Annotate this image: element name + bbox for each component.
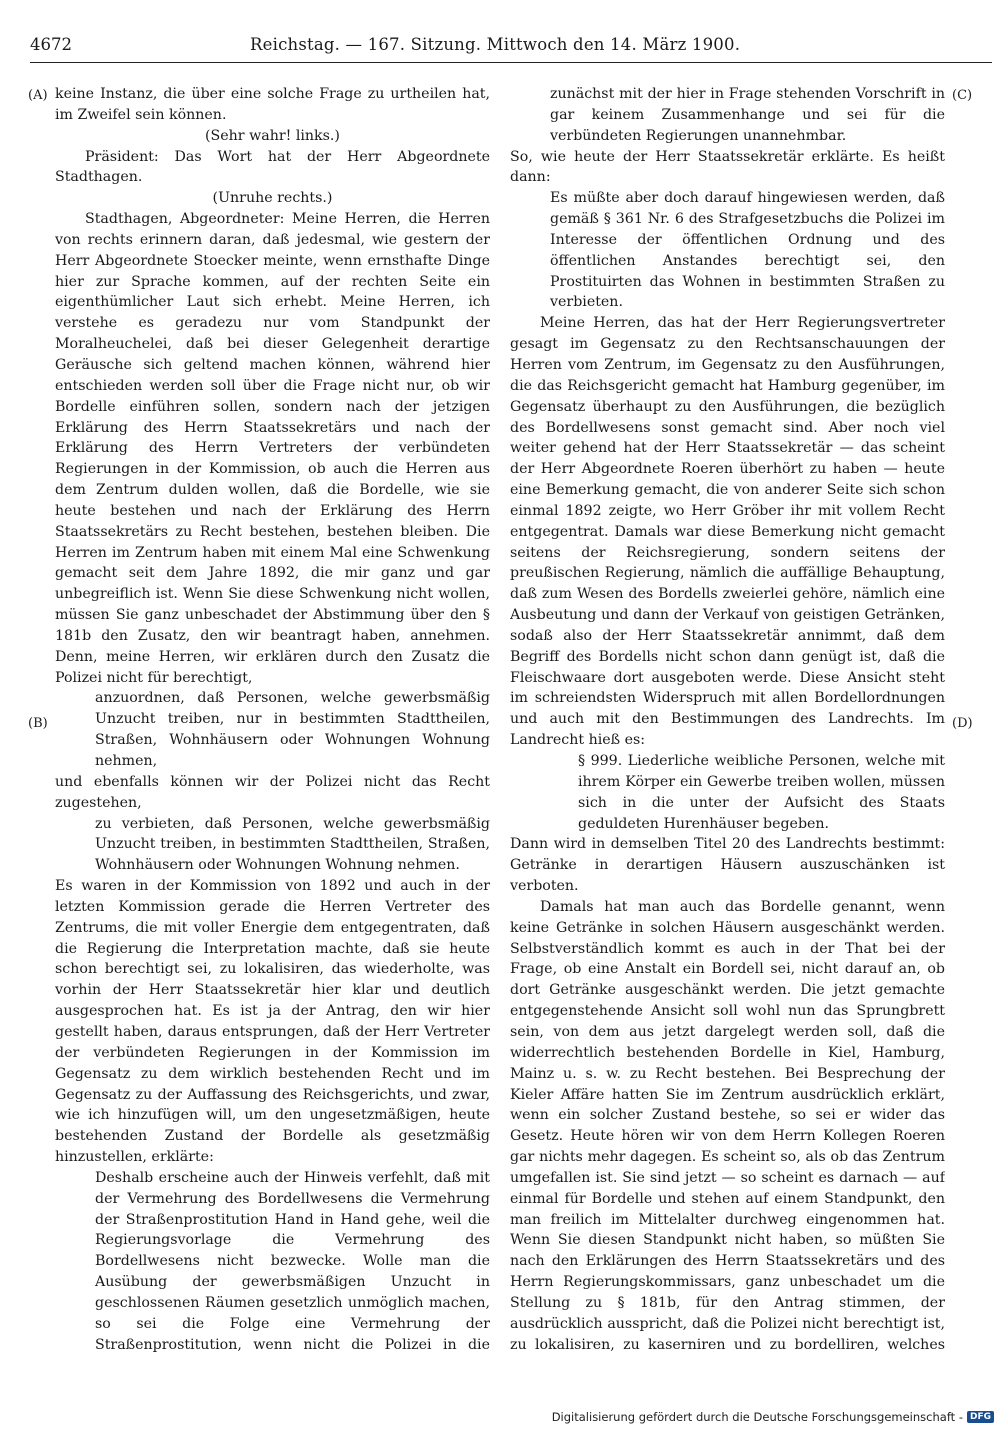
paragraph: Stadthagen, Abgeordneter: Meine Herren, die Herren von rechts erinnern daran, daß jedesmal, wie gestern der Herr Abgeordnete Stoecker meinte, wenn ernsthafte Dinge hier zur Sprache kommen, auf der rechten Seite ein eigenthümlicher Laut sich erhebt. Meine Herren, ich verstehe es geradezu nur vom Standpunkt der Moralheuchelei, daß bei dieser Gelegenheit derartige Geräusche sich geltend machen können, während hier entschieden werden soll über die Frage nicht nur, ob wir Bordelle einführen sollen, sondern nach der jetzigen Erklärung des Herrn Staatssekretärs und nach der Erklärung des Herrn Vertreters der verbündeten Regierungen in der Kommission, ob auch die Herren aus dem Zentrum dulden wollen, daß die Bordelle, wie sie heute bestehen und nach der Erklärung des Herrn Staatssekretärs zu Recht bestehen, bestehen bleiben. Die Herren im Zentrum haben mit einem Mal eine Schwenkung gemacht seit dem Jahre 1892, die mir ganz und gar unbegreiflich ist. Wenn Sie diese Schwenkung nicht wollen, müssen Sie ganz unbeschadet der Abstimmung über den § 181b den Zusatz, den wir beantragt haben, annehmen. Denn, meine Herren, wir erklären durch den Zusatz die Polizei nicht für berechtigt, <box>55 211 490 686</box>
margin-mark-a: (A) <box>28 88 48 103</box>
right-column <box>510 84 945 1354</box>
paragraph: Meine Herren, das hat der Herr Regierungsvertreter gesagt im Gegensatz zu den Rechtsanschauungen der Herren vom Zentrum, im Gegensatz zu den Ausführungen, die das Reichsgericht gemacht hat Hamburg gegenüber, im Gegensatz überhaupt zu den Ausführungen, die bezüglich des Bordellwesens sonst gemacht sind. Aber noch viel weiter gehend hat der Herr Staatssekretär — das scheint der Herr Abgeordnete Roeren überhört zu haben — heute eine Bemerkung gemacht, die von anderer Seite sich schon einmal 1892 zeigte, wo Herr Gröber ihr mit vollem Recht entgegentrat. Damals war diese Bemerkung nicht gemacht seitens der Reichsregierung, sondern seitens der preußischen Regierung, nämlich die auffällige Behauptung, daß zum Wesen des Bordells zweierlei gehöre, nämlich eine Ausbeutung und dann der Verkauf von geistigen Getränken, sodaß also der Herr Staatssekretär annimmt, daß dem Begriff des Bordells nicht schon dann genügt ist, daß die Fleischwaare dort ausgeboten werde. Diese Ansicht steht im schreiendsten Widerspruch mit allen Bordellordnungen und auch mit den Bestimmungen des Landrechts. Im Landrecht hieß es: <box>510 315 945 749</box>
paragraph: § 999. Liederliche weibliche Personen, welche mit ihrem Körper ein Gewerbe treiben wollen, müssen sich in die unter der Aufsicht des Staats geduldeten Hurenhäuser begeben. <box>578 753 945 832</box>
page-header <box>30 34 992 60</box>
left-column <box>55 84 490 1354</box>
paragraph: Es müßte aber doch darauf hingewiesen werden, daß gemäß § 361 Nr. 6 des Strafgesetzbuchs die Polizei im Interesse der öffentlichen Ordnung und des öffentlichen Anstandes berechtigt sei, den Prostituirten das Wohnen in bestimmten Straßen zu verbieten. <box>550 190 945 311</box>
header-rule <box>30 62 992 63</box>
paragraph: und ebenfalls können wir der Polizei nicht das Recht zugestehen, <box>55 773 490 811</box>
dfg-logo: DFG <box>967 1411 994 1423</box>
paragraph: Es waren in der Kommission von 1892 und auch in der letzten Kommission gerade die Herren Vertreter des Zentrums, die mit voller Energie dem entgegentraten, daß die Regierung die Interpretation machte, daß sie heute schon berechtigt sei, zu lokalisiren, das wiederholte, was vorhin der Herr Staatssekretär hier klar und deutlich ausgesprochen hat. Es ist ja der Antrag, den wir hier gestellt haben, daraus entsprungen, daß der Herr Vertreter der verbündeten Regierungen in der Kommission im Gegensatz zu dem wirklich bestehenden Recht und im Gegensatz zu der Auffassung des Reichsgerichts, und zwar, wie ich hinzufügen will, um den ungesetzmäßigen, heute bestehenden Zustand der Bordelle als gesetzmäßig hinzustellen, erklärte: <box>55 878 490 1166</box>
paragraph: (Sehr wahr! links.) <box>205 127 340 144</box>
paragraph: Dann wird in demselben Titel 20 des Landrechts bestimmt: Getränke in derartigen Häusern auszuschänken ist verboten. <box>510 836 945 895</box>
margin-mark-b: (B) <box>28 716 48 731</box>
paragraph: Deshalb erscheine auch der Hinweis verfehlt, daß mit der Vermehrung des Bordellwesens die Vermehrung der Straßenprostitution Hand in Hand gehe, weil die Regierungsvorlage die Vermehrung des Bordellwesens nicht bezwecke. Wolle man die Ausübung der gewerbsmäßigen Unzucht in geschlossenen Räumen gesetzlich unmöglich machen, so sei die Folge eine Vermehrung der Straßenprostitution, wenn nicht die Polizei in die <box>95 1169 490 1353</box>
paragraph: Damals hat man auch das Bordelle genannt, wenn keine Getränke in solchen Häusern ausgeschänkt werden. Selbstverständlich kommt es auch in der That bei der Frage, ob eine Anstalt ein Bordell sei, nicht darauf an, ob dort Getränke ausgeschänkt werden. Die jetzt gemachte entgegenstehende Ansicht soll wohl nun das Sprungbrett sein, von dem aus jetzt dargelegt werden soll, daß die widerrechtlich bestehenden Bordelle in Kiel, Hamburg, Mainz u. s. w. zu Recht bestehen. Bei Besprechung der Kieler Affäre hatten Sie im Zentrum ausdrücklich erklärt, wenn ein solcher Zustand bestehe, so sei er wider das Gesetz. Heute hören wir von dem Herrn Kollegen Roeren gar nichts mehr dagegen. Es scheint so, als ob das Zentrum umgefallen ist. Sie sind jetzt — so scheint es darnach — auf einmal für Bordelle und stehen auf einem Standpunkt, den man freilich im Mittelalter durchweg eingenommen hat. Wenn Sie diesen Standpunkt nicht haben, so müßten Sie nach den Erklärungen des Herrn Staatssekretärs und des Herrn Regierungskommissars, ganz unbeschadet um die Stellung zu § 181b, für den Antrag stimmen, der ausdrücklich ausspricht, daß die Polizei nicht berechtigt ist, zu lokalisiren, zu kaserniren und zu bordelliren, welches <box>510 898 945 1353</box>
margin-mark-d: (D) <box>952 716 973 731</box>
paragraph: zu verbieten, daß Personen, welche gewerbsmäßig Unzucht treiben, in bestimmten Stadttheilen, Straßen, Wohnhäusern oder Wohnungen Wohnung nehmen. <box>95 815 490 874</box>
paragraph: keine Instanz, die über eine solche Frage zu urtheilen hat, im Zweifel sein können. <box>55 86 490 123</box>
paragraph: (Unruhe rechts.) <box>212 190 333 207</box>
page-number: 4672 <box>30 35 72 54</box>
paragraph: Präsident: Das Wort hat der Herr Abgeordnete Stadthagen. <box>55 148 490 186</box>
page-footer <box>552 1410 994 1424</box>
margin-mark-c: (C) <box>952 88 973 103</box>
paragraph: anzuordnen, daß Personen, welche gewerbsmäßig Unzucht treiben, nur in bestimmten Stadttheilen, Straßen, Wohnhäusern oder Wohnungen Wohnung nehmen, <box>95 690 490 769</box>
paragraph: zunächst mit der hier in Frage stehenden Vorschrift in gar keinem Zusammenhange und sei für die verbündeten Regierungen unannehmbar. <box>550 86 945 144</box>
footer-credit: Digitalisierung gefördert durch die Deutsche Forschungsgemeinschaft - <box>551 1410 963 1424</box>
running-head: Reichstag. — 167. Sitzung. Mittwoch den 14. März 1900. <box>250 35 741 54</box>
paragraph: So, wie heute der Herr Staatssekretär erklärte. Es heißt dann: <box>510 148 945 186</box>
